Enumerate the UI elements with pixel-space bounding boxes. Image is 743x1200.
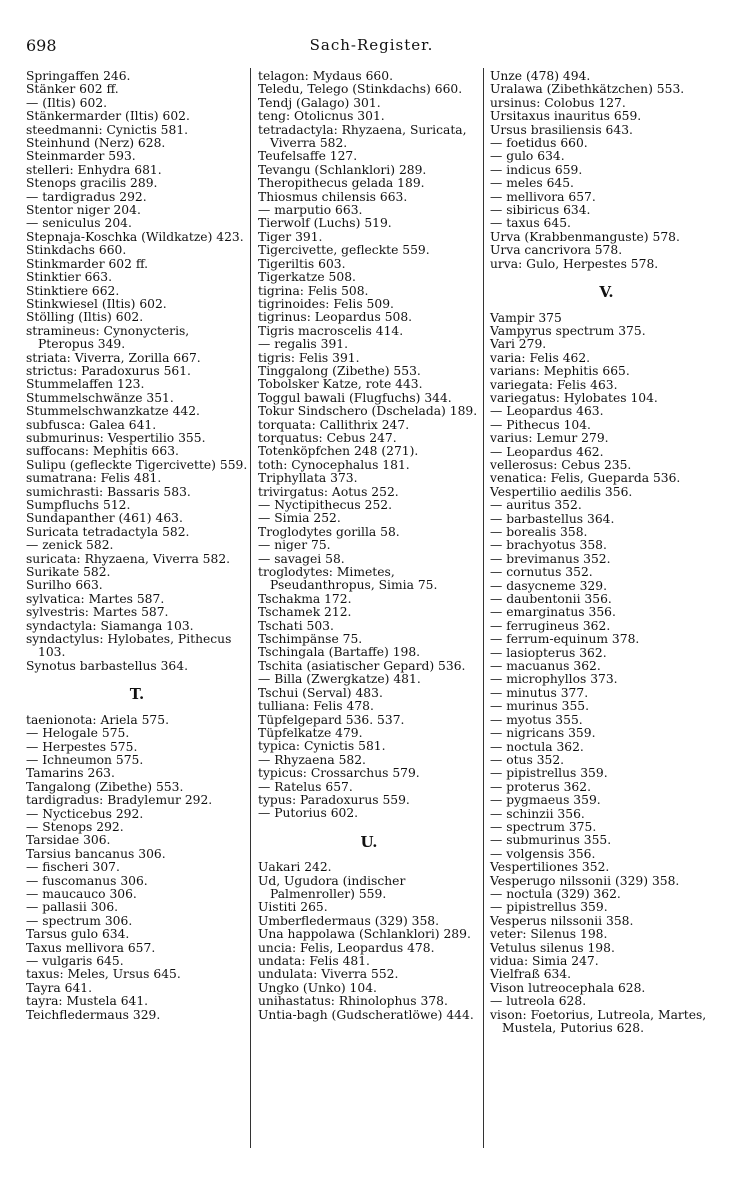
index-entry: — schinzii 356. [490, 806, 585, 821]
index-entry: — tardigradus 292. [26, 189, 147, 204]
index-entry: Taxus mellivora 657. [26, 940, 156, 955]
index-entry: — gulo 634. [490, 149, 565, 164]
index-entry: Tarsidae 306. [26, 833, 111, 848]
index-entry: Tokur Sindschero (Dschelada) 189. [258, 404, 478, 419]
index-entry: Stinktier 663. [26, 270, 112, 285]
index-entry: — submurinus 355. [490, 833, 612, 848]
index-entry: — spectrum 375. [490, 819, 597, 834]
index-entry: Uralawa (Zibethkätzchen) 553. [490, 82, 685, 97]
index-entry: — vulgaris 645. [26, 954, 124, 968]
index-entry: — volgensis 356. [490, 846, 596, 861]
index-entry: varia: Felis 462. [490, 350, 591, 365]
index-entry: — noctula 362. [490, 739, 584, 754]
index-entry: suricata: Rhyzaena, Viverra 582. [26, 551, 231, 566]
index-entry: Steinhund (Nerz) 628. [26, 136, 166, 151]
index-entry: Tendj (Galago) 301. [258, 95, 381, 110]
index-entry: — indicus 659. [490, 162, 583, 177]
index-entry: — sibiricus 634. [490, 203, 591, 218]
index-entry: typicus: Crossarchus 579. [258, 766, 420, 781]
index-entry: Tierwolf (Luchs) 519. [258, 216, 392, 231]
index-entry: syndactyla: Siamanga 103. [26, 618, 194, 633]
index-entry: — pipistrellus 359. [490, 766, 608, 781]
index-entry: Tigris macroscelis 414. [258, 323, 404, 338]
index-entry: — Pithecus 104. [490, 417, 591, 432]
index-column-2 [258, 70, 480, 1022]
index-entry: tigris: Felis 391. [258, 350, 360, 365]
index-entry: — ferrugineus 362. [490, 618, 611, 633]
index-entry: Stinktiere 662. [26, 283, 120, 298]
column-divider [483, 68, 484, 1148]
index-entry: — barbastellus 364. [490, 511, 615, 526]
index-entry: Tarsus gulo 634. [26, 927, 130, 942]
index-entry: Ursus brasiliensis 643. [490, 122, 633, 137]
index-entry: taenionota: Ariela 575. [26, 712, 169, 727]
index-entry: — minutus 377. [490, 685, 589, 700]
index-entry: Stinkdachs 660. [26, 243, 127, 258]
index-entry: Sundapanther (461) 463. [26, 511, 183, 526]
index-entry: — mellivora 657. [490, 189, 596, 204]
index-entry: Totenköpfchen 248 (271). [258, 444, 419, 459]
index-entry: — Putorius 602. [258, 806, 359, 821]
index-entry: Urva cancrivora 578. [490, 243, 623, 258]
index-entry: tayra: Mustela 641. [26, 994, 149, 1009]
index-entry: — taxus 645. [490, 216, 571, 231]
index-entry: Stänker 602 ff. [26, 82, 119, 97]
index-entry: Troglodytes gorilla 58. [258, 524, 400, 539]
index-entry: Stummelaffen 123. [26, 377, 145, 392]
index-entry: — savagei 58. [258, 551, 345, 566]
index-entry: — brevimanus 352. [490, 551, 611, 566]
index-entry: Tschakma 172. [258, 591, 352, 606]
index-entry: Tevangu (Schlanklori) 289. [258, 162, 427, 177]
index-entry: varians: Mephitis 665. [490, 364, 630, 379]
index-entry: — pipistrellus 359. [490, 900, 608, 915]
index-entry: Vampir 375 [490, 310, 562, 325]
index-entry: Stenops gracilis 289. [26, 176, 158, 191]
index-entry: — auritus 352. [490, 498, 582, 513]
section-letter: U. [360, 832, 378, 851]
index-entry: Teufelsaffe 127. [258, 149, 358, 164]
index-entry: subfusca: Galea 641. [26, 417, 157, 432]
index-entry: Tschingala (Bartaffe) 198. [258, 645, 421, 660]
index-entry: — Simia 252. [258, 511, 341, 526]
index-entry: — Herpestes 575. [26, 739, 138, 754]
index-entry: — fischeri 307. [26, 860, 120, 875]
index-entry: uncia: Felis, Leopardus 478. [258, 940, 435, 955]
index-entry: — maucauco 306. [26, 886, 137, 901]
index-entry: — niger 75. [258, 538, 331, 553]
index-entry: Tigercivette, gefleckte 559. [258, 243, 430, 258]
index-entry: — (Iltis) 602. [26, 95, 108, 110]
index-entry: Vison lutreocephala 628. [490, 980, 646, 995]
index-entry: — foetidus 660. [490, 136, 588, 151]
page-title: Sach-Register. [309, 36, 434, 54]
index-entry: — microphyllos 373. [490, 672, 618, 687]
index-entry: Tigeriltis 603. [258, 256, 346, 271]
index-entry: — noctula (329) 362. [490, 886, 621, 901]
index-entry: submurinus: Vespertilio 355. [26, 430, 206, 445]
index-entry: Stinkmarder 602 ff. [26, 256, 149, 271]
index-entry: Ungko (Unko) 104. [258, 980, 377, 995]
index-entry: — Rhyzaena 582. [258, 752, 366, 767]
index-entry: — spectrum 306. [26, 913, 133, 928]
index-entry: stramineus: Cynonycteris, Pteropus 349. [26, 323, 190, 352]
index-entry: — meles 645. [490, 176, 574, 191]
index-entry: — seniculus 204. [26, 216, 132, 231]
index-entry: trivirgatus: Aotus 252. [258, 484, 399, 499]
index-entry: toth: Cynocephalus 181. [258, 457, 410, 472]
index-entry: variegatus: Hylobates 104. [490, 390, 658, 405]
index-entry: Vetulus silenus 198. [490, 940, 615, 955]
index-entry: — brachyotus 358. [490, 538, 607, 553]
index-entry: — Ratelus 657. [258, 779, 353, 794]
index-entry: — Nycticebus 292. [26, 806, 144, 821]
column-divider [250, 68, 251, 1148]
index-entry: — Leopardus 463. [490, 404, 604, 419]
index-entry: troglodytes: Mimetes, Pseudanthropus, Simia 75. [258, 565, 438, 593]
section-letter: V. [599, 283, 614, 302]
index-entry: Vesperus nilssonii 358. [490, 913, 634, 928]
index-entry: Surilho 663. [26, 578, 103, 593]
index-entry: sylvestris: Martes 587. [26, 605, 169, 620]
index-entry: Tschamek 212. [258, 605, 352, 620]
index-entry: Tüpfelgepard 536. 537. [258, 712, 405, 727]
index-entry: — murinus 355. [490, 699, 590, 714]
index-entry: Suricata tetradactyla 582. [26, 524, 190, 539]
index-entry: — Helogale 575. [26, 726, 130, 741]
index-entry: Sumpfluchs 512. [26, 498, 131, 512]
index-entry: tigrina: Felis 508. [258, 283, 369, 298]
index-entry: — dasycneme 329. [490, 578, 607, 593]
index-entry: Ud, Ugudora (indischer Palmenroller) 559. [258, 873, 406, 901]
index-entry: Synotus barbastellus 364. [26, 658, 188, 673]
index-entry: — proterus 362. [490, 779, 591, 794]
index-entry: — fuscomanus 306. [26, 873, 148, 888]
index-entry: — zenick 582. [26, 538, 114, 553]
index-entry: — Ichneumon 575. [26, 752, 144, 767]
index-entry: Vampyrus spectrum 375. [490, 323, 646, 338]
index-entry: strictus: Paradoxurus 561. [26, 363, 191, 378]
index-entry: veter: Silenus 198. [490, 927, 608, 942]
index-entry: Tschui (Serval) 483. [258, 685, 383, 700]
index-entry: — daubentonii 356. [490, 592, 612, 607]
index-entry: — Nyctipithecus 252. [258, 498, 393, 512]
index-entry: unihastatus: Rhinolophus 378. [258, 994, 448, 1009]
index-entry: — marputio 663. [258, 203, 363, 218]
index-entry: sylvatica: Martes 587. [26, 591, 165, 606]
index-entry: — Leopardus 462. [490, 444, 604, 459]
index-entry: telagon: Mydaus 660. [258, 69, 393, 83]
index-entry: Thiosmus chilensis 663. [258, 189, 408, 204]
index-entry: — otus 352. [490, 752, 565, 767]
page-number: 698 [26, 36, 57, 55]
index-entry: — nigricans 359. [490, 726, 596, 741]
index-entry: torquata: Callithrix 247. [258, 417, 410, 432]
index-entry: undata: Felis 481. [258, 954, 370, 968]
index-entry: — lasiopterus 362. [490, 645, 607, 660]
index-entry: urva: Gulo, Herpestes 578. [490, 256, 659, 271]
index-entry: tulliana: Felis 478. [258, 699, 374, 714]
index-entry: Stänkermarder (Iltis) 602. [26, 109, 190, 124]
index-entry: Vespertilio aedilis 356. [490, 484, 633, 499]
index-entry: undulata: Viverra 552. [258, 967, 399, 982]
index-entry: tardigradus: Bradylemur 292. [26, 793, 213, 808]
index-entry: typus: Paradoxurus 559. [258, 792, 410, 807]
index-entry: Tiger 391. [258, 229, 323, 244]
index-entry: variegata: Felis 463. [490, 377, 618, 392]
index-entry: — emarginatus 356. [490, 605, 616, 620]
index-entry: Stinkwiesel (Iltis) 602. [26, 296, 167, 311]
index-entry: stelleri: Enhydra 681. [26, 162, 162, 177]
index-entry: Teledu, Telego (Stinkdachs) 660. [258, 82, 463, 97]
index-entry: sumichrasti: Bassaris 583. [26, 484, 191, 499]
index-entry: Tangalong (Zibethe) 553. [26, 779, 184, 794]
index-entry: Tüpfelkatze 479. [258, 725, 363, 740]
index-entry: — borealis 358. [490, 525, 588, 539]
index-entry: Tobolsker Katze, rote 443. [258, 377, 423, 392]
index-entry: Sulipu (gefleckte Tigercivette) 559. [26, 457, 248, 472]
index-entry: — macuanus 362. [490, 659, 601, 674]
index-entry: Springaffen 246. [26, 69, 131, 83]
index-entry: — pallasii 306. [26, 900, 119, 915]
index-entry: Tschimpänse 75. [258, 632, 363, 647]
index-entry: — myotus 355. [490, 712, 583, 727]
index-entry: Vielfraß 634. [490, 967, 572, 982]
index-entry: Tschita (asiatischer Gepard) 536. [258, 658, 466, 673]
index-entry: Uakari 242. [258, 860, 332, 875]
index-entry: striata: Viverra, Zorilla 667. [26, 350, 201, 365]
section-letter: T. [129, 685, 145, 704]
index-entry: Umberfledermaus (329) 358. [258, 913, 440, 928]
index-entry: Steinmarder 593. [26, 149, 136, 164]
index-entry: vellerosus: Cebus 235. [490, 457, 632, 472]
index-entry: Triphyllata 373. [258, 471, 358, 486]
index-entry: Tarsius bancanus 306. [26, 846, 166, 861]
index-entry: Tamarins 263. [26, 766, 115, 781]
index-entry: Una happolawa (Schlanklori) 289. [258, 927, 471, 942]
index-entry: Unze (478) 494. [490, 69, 591, 83]
index-entry: Toggul bawali (Flugfuchs) 344. [258, 390, 452, 405]
index-entry: Theropithecus gelada 189. [258, 176, 425, 191]
index-entry: Stummelschwänze 351. [26, 390, 174, 405]
index-entry: Uistiti 265. [258, 900, 328, 915]
index-entry: venatica: Felis, Gueparda 536. [490, 471, 681, 486]
index-column-1 [26, 70, 248, 1022]
index-entry: torquatus: Cebus 247. [258, 430, 397, 445]
index-entry: typica: Cynictis 581. [258, 739, 386, 754]
index-entry: Stummelschwanzkatze 442. [26, 404, 200, 419]
index-entry: steedmanni: Cynictis 581. [26, 122, 189, 137]
index-entry: Vespertiliones 352. [490, 860, 610, 875]
index-entry: Tschati 503. [258, 618, 334, 633]
index-entry: Tigerkatze 508. [258, 270, 356, 285]
index-entry: — Billa (Zwergkatze) 481. [258, 672, 421, 687]
index-entry: — cornutus 352. [490, 565, 593, 580]
index-entry: vidua: Simia 247. [490, 954, 599, 968]
index-entry: syndactylus: Hylobates, Pithecus 103. [26, 632, 232, 660]
index-entry: ursinus: Colobus 127. [490, 95, 626, 110]
index-entry: taxus: Meles, Ursus 645. [26, 967, 181, 982]
index-entry: Tinggalong (Zibethe) 553. [258, 363, 421, 378]
index-column-3 [490, 70, 723, 1035]
index-entry: Vesperugo nilssonii (329) 358. [490, 873, 680, 888]
index-entry: Stentor niger 204. [26, 203, 141, 218]
index-entry: Ursitaxus inauritus 659. [490, 109, 642, 124]
index-entry: Vari 279. [490, 337, 547, 352]
index-entry: Tayra 641. [26, 980, 93, 995]
index-entry: Teichfledermaus 329. [26, 1007, 161, 1022]
index-entry: Stepnaja-Koschka (Wildkatze) 423. [26, 229, 244, 244]
index-entry: Untia-bagh (Gudscheratlöwe) 444. [258, 1007, 474, 1022]
index-entry: — ferrum-equinum 378. [490, 632, 640, 647]
index-entry: varius: Lemur 279. [490, 431, 609, 446]
index-entry: teng: Otolicnus 301. [258, 109, 385, 124]
index-entry: — Stenops 292. [26, 819, 124, 834]
index-entry: Urva (Krabbenmanguste) 578. [490, 229, 680, 244]
index-entry: Surikate 582. [26, 565, 111, 580]
index-entry: — lutreola 628. [490, 994, 587, 1009]
index-entry: — regalis 391. [258, 337, 349, 352]
index-entry: tetradactyla: Rhyzaena, Suricata, Viverra 582. [258, 122, 467, 151]
index-entry: sumatrana: Felis 481. [26, 471, 162, 486]
index-entry: Stölling (Iltis) 602. [26, 310, 144, 325]
index-entry: tigrinoides: Felis 509. [258, 296, 394, 311]
index-entry: suffocans: Mephitis 663. [26, 444, 179, 459]
index-entry: vison: Foetorius, Lutreola, Martes, Mustela, Putorius 628. [490, 1007, 707, 1036]
index-entry: — pygmaeus 359. [490, 793, 601, 808]
index-entry: tigrinus: Leopardus 508. [258, 310, 413, 325]
